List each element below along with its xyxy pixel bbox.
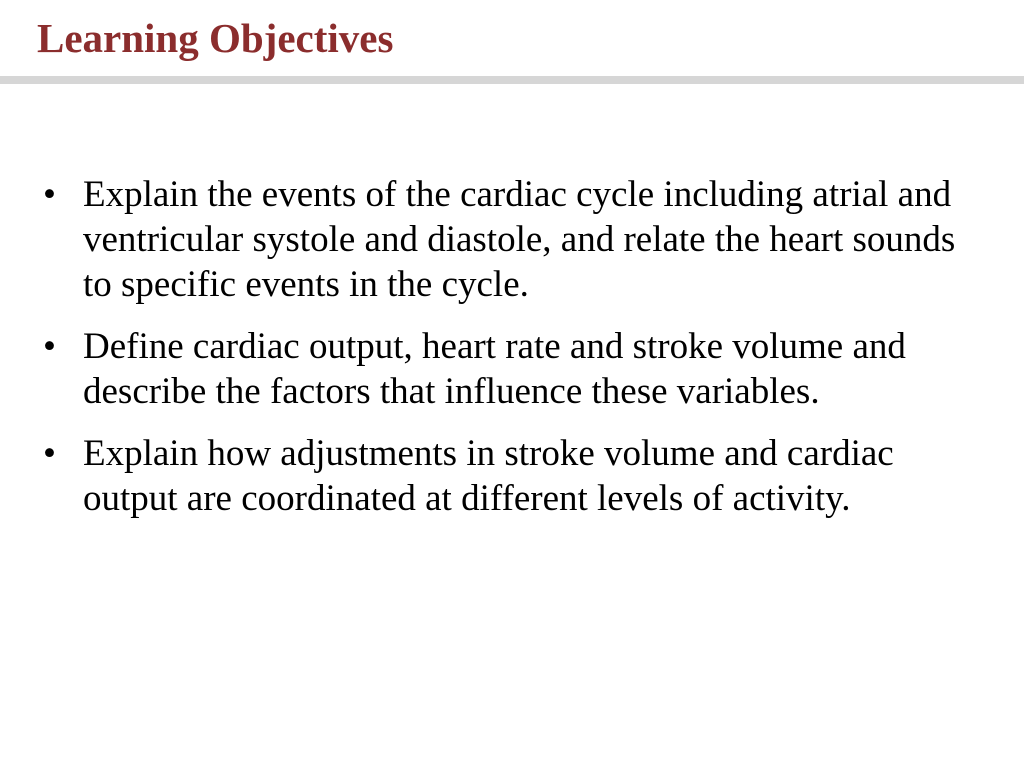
objective-item [40,324,990,414]
objective-text: Explain how adjustments in stroke volume and cardiac output are coordinated at different levels of activity. [83,433,894,519]
slide-title: Learning Objectives [37,15,394,61]
objective-text: Explain the events of the cardiac cycle including atrial and ventricular systole and diastole, and relate the heart sounds to specific events in the cycle. [83,174,956,305]
objective-text: Define cardiac output, heart rate and stroke volume and describe the factors that influence these variables. [83,326,906,412]
bullet-icon: • [43,326,56,367]
bullet-icon: • [43,433,56,474]
objective-item [40,431,990,521]
bullet-icon: • [43,174,56,215]
objective-item [40,172,990,307]
title-divider [0,76,1024,84]
objectives-list [40,172,990,538]
